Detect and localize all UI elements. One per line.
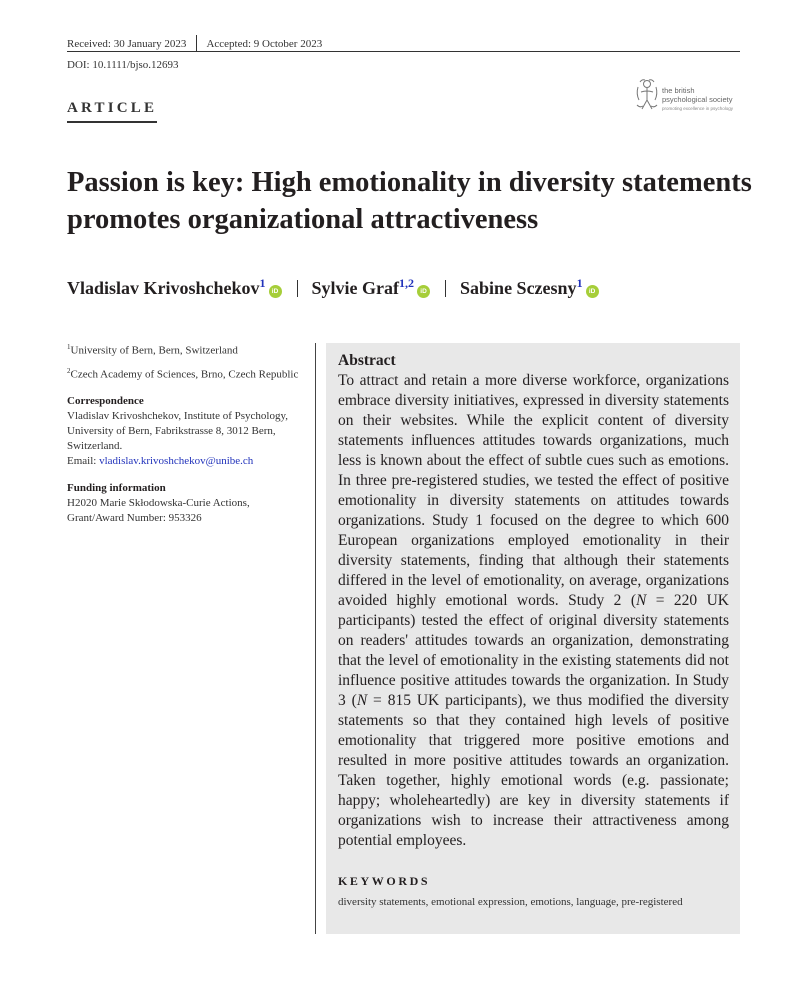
article-sidebar [67,340,307,526]
author-name[interactable]: Vladislav Krivoshchekov [67,278,260,298]
keywords-heading: KEYWORDS [338,874,431,888]
author-name[interactable]: Sylvie Graf [311,278,400,298]
orcid-icon[interactable]: iD [417,285,430,298]
abstract-text: To attract and retain a more diverse workforce, organizations embrace diversity initiatives, expressed in diversity statements on their websites. While the explicit content of diversity statements influences attitudes towards organizations, much less is known about the effect of subtle cues such as emotions. In three pre-registered studies, we tested the effect of positive emotionality in diversity statements on attitudes towards organizations. Study 1 focused on the degree to which 600 European organizations employed emotionality in their diversity statements, finding that although their statements differed in the level of emotionality, on average, organizations avoided highly emotional words. Study 2 (N = 220 UK participants) tested the effect of original diversity statements on readers' attitudes towards an organization, demonstrating that the level of emotionality in the existing statements did not influence positive attitudes towards the organization. In Study 3 (N = 815 UK participants), we thus modified the diversity statements so that they contained high levels of positive emotionality that triggered more positive emotions and resulted in more positive attitudes towards an organization. Taken together, highly emotional words (e.g. passionate; happy; wholeheartedly) are key in diversity statements if organizations wish to increase their attractiveness among potential employees. [338,372,729,849]
email-link[interactable]: vladislav.krivoshchekov@unibe.ch [99,455,254,468]
author-affiliation-number[interactable]: 1 [576,276,583,290]
article-type-label: ARTICLE [67,100,157,123]
affiliation: $^1$University of Bern, Bern, Switzerland [67,343,238,357]
correspondence-email: Email: vladislav.krivoshchekov@unibe.ch [67,455,254,468]
doi: DOI: 10.1111/bjso.12693 [67,59,179,71]
author-separator [445,280,446,297]
affiliation: $^2$Czech Academy of Sciences, Brno, Czech Republic [67,366,299,381]
correspondence-text: Vladislav Krivoshchekov, Institute of Psychology, University of Bern, Fabrikstrasse 8, 3012 Bern, Switzerland. [67,410,288,453]
received-date: Received: 30 January 2023 [67,38,187,50]
orcid-icon[interactable]: iD [269,285,282,298]
bps-logo-text: the british psychological society promoting excellence in psychology [662,86,734,111]
author-affiliation-number[interactable]: 1,2 [399,276,415,290]
accepted-date: Accepted: 9 October 2023 [206,38,323,50]
author-affiliation-number[interactable]: 1 [259,276,266,290]
author-separator [297,280,298,297]
keywords-text: diversity statements, emotional expression, emotions, language, pre-registered [338,896,683,908]
correspondence-heading: Correspondence [67,395,144,408]
funding-heading: Funding information [67,482,166,495]
orcid-icon[interactable]: iD [586,285,599,298]
date-separator [196,35,197,51]
publication-dates [67,35,740,52]
author-name[interactable]: Sabine Sczesny [460,278,577,298]
author-list [67,276,599,299]
bps-figure-icon [634,78,660,112]
abstract-heading: Abstract [338,352,396,369]
column-divider [315,343,316,934]
funding-text: H2020 Marie Skłodowska-Curie Actions, Grant/Award Number: 953326 [67,497,250,525]
abstract-box [326,343,740,934]
bps-logo [634,78,744,114]
article-title: Passion is key: High emotionality in diversity statements promotes organizational attractiveness [67,167,752,235]
